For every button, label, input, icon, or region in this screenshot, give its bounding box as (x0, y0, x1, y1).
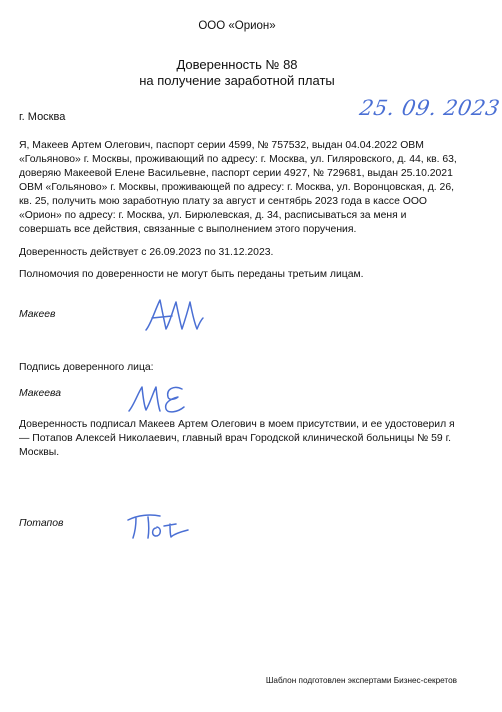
principal-signature (142, 296, 206, 336)
certification-paragraph: Доверенность подписал Макеев Артем Олегович в моем присутствии, и ее удостоверил я — Потапов Алексей Николаевич, главный врач Городской клинической больницы № 59 г. Москвы. (19, 419, 455, 458)
handwritten-date: 25. 09. 2023 (357, 96, 502, 120)
validity-paragraph: Доверенность действует с 26.09.2023 по 31.12.2023. (19, 247, 274, 258)
no-transfer-paragraph: Полномочия по доверенности не могут быть переданы третьим лицам. (19, 269, 364, 280)
certifier-signature (124, 508, 194, 542)
document-title (0, 57, 474, 89)
title-line-1: Доверенность № 88 (176, 57, 298, 72)
attorney-signature-label: Подпись доверенного лица: (19, 362, 154, 373)
principal-name: Макеев (19, 309, 56, 320)
title-line-2: на получение заработной платы (139, 73, 335, 88)
city: г. Москва (19, 111, 66, 123)
attorney-name: Макеева (19, 388, 61, 399)
main-paragraph: Я, Макеев Артем Олегович, паспорт серии 4599, № 757532, выдан 04.04.2022 ОВМ «Гольяново» г. Москвы, проживающий по адресу: г. Москва, ул. Гиляровского, д. 44, кв. 63, доверяю Макеевой Елене Васильевне, паспорт серии 4927, № 729681, выдан 25.10.2021 ОВМ «Гольяново» г. Москвы, проживающей по адресу: г. Москва, ул. Воронцовская, д. 26, кв. 25, получить мою заработную плату за август и сентябрь 2023 года в кассе ООО «Орион» по адресу: г. Москва, ул. Бирюлевская, д. 34, расписываться за меня и совершать все действия, связанные с выполнением этого поручения. (19, 140, 457, 235)
certifier-name: Потапов (19, 518, 64, 529)
organization-name: ООО «Орион» (198, 20, 276, 32)
footer-note: Шаблон подготовлен экспертами Бизнес-секретов (265, 676, 457, 685)
attorney-signature (126, 381, 188, 417)
